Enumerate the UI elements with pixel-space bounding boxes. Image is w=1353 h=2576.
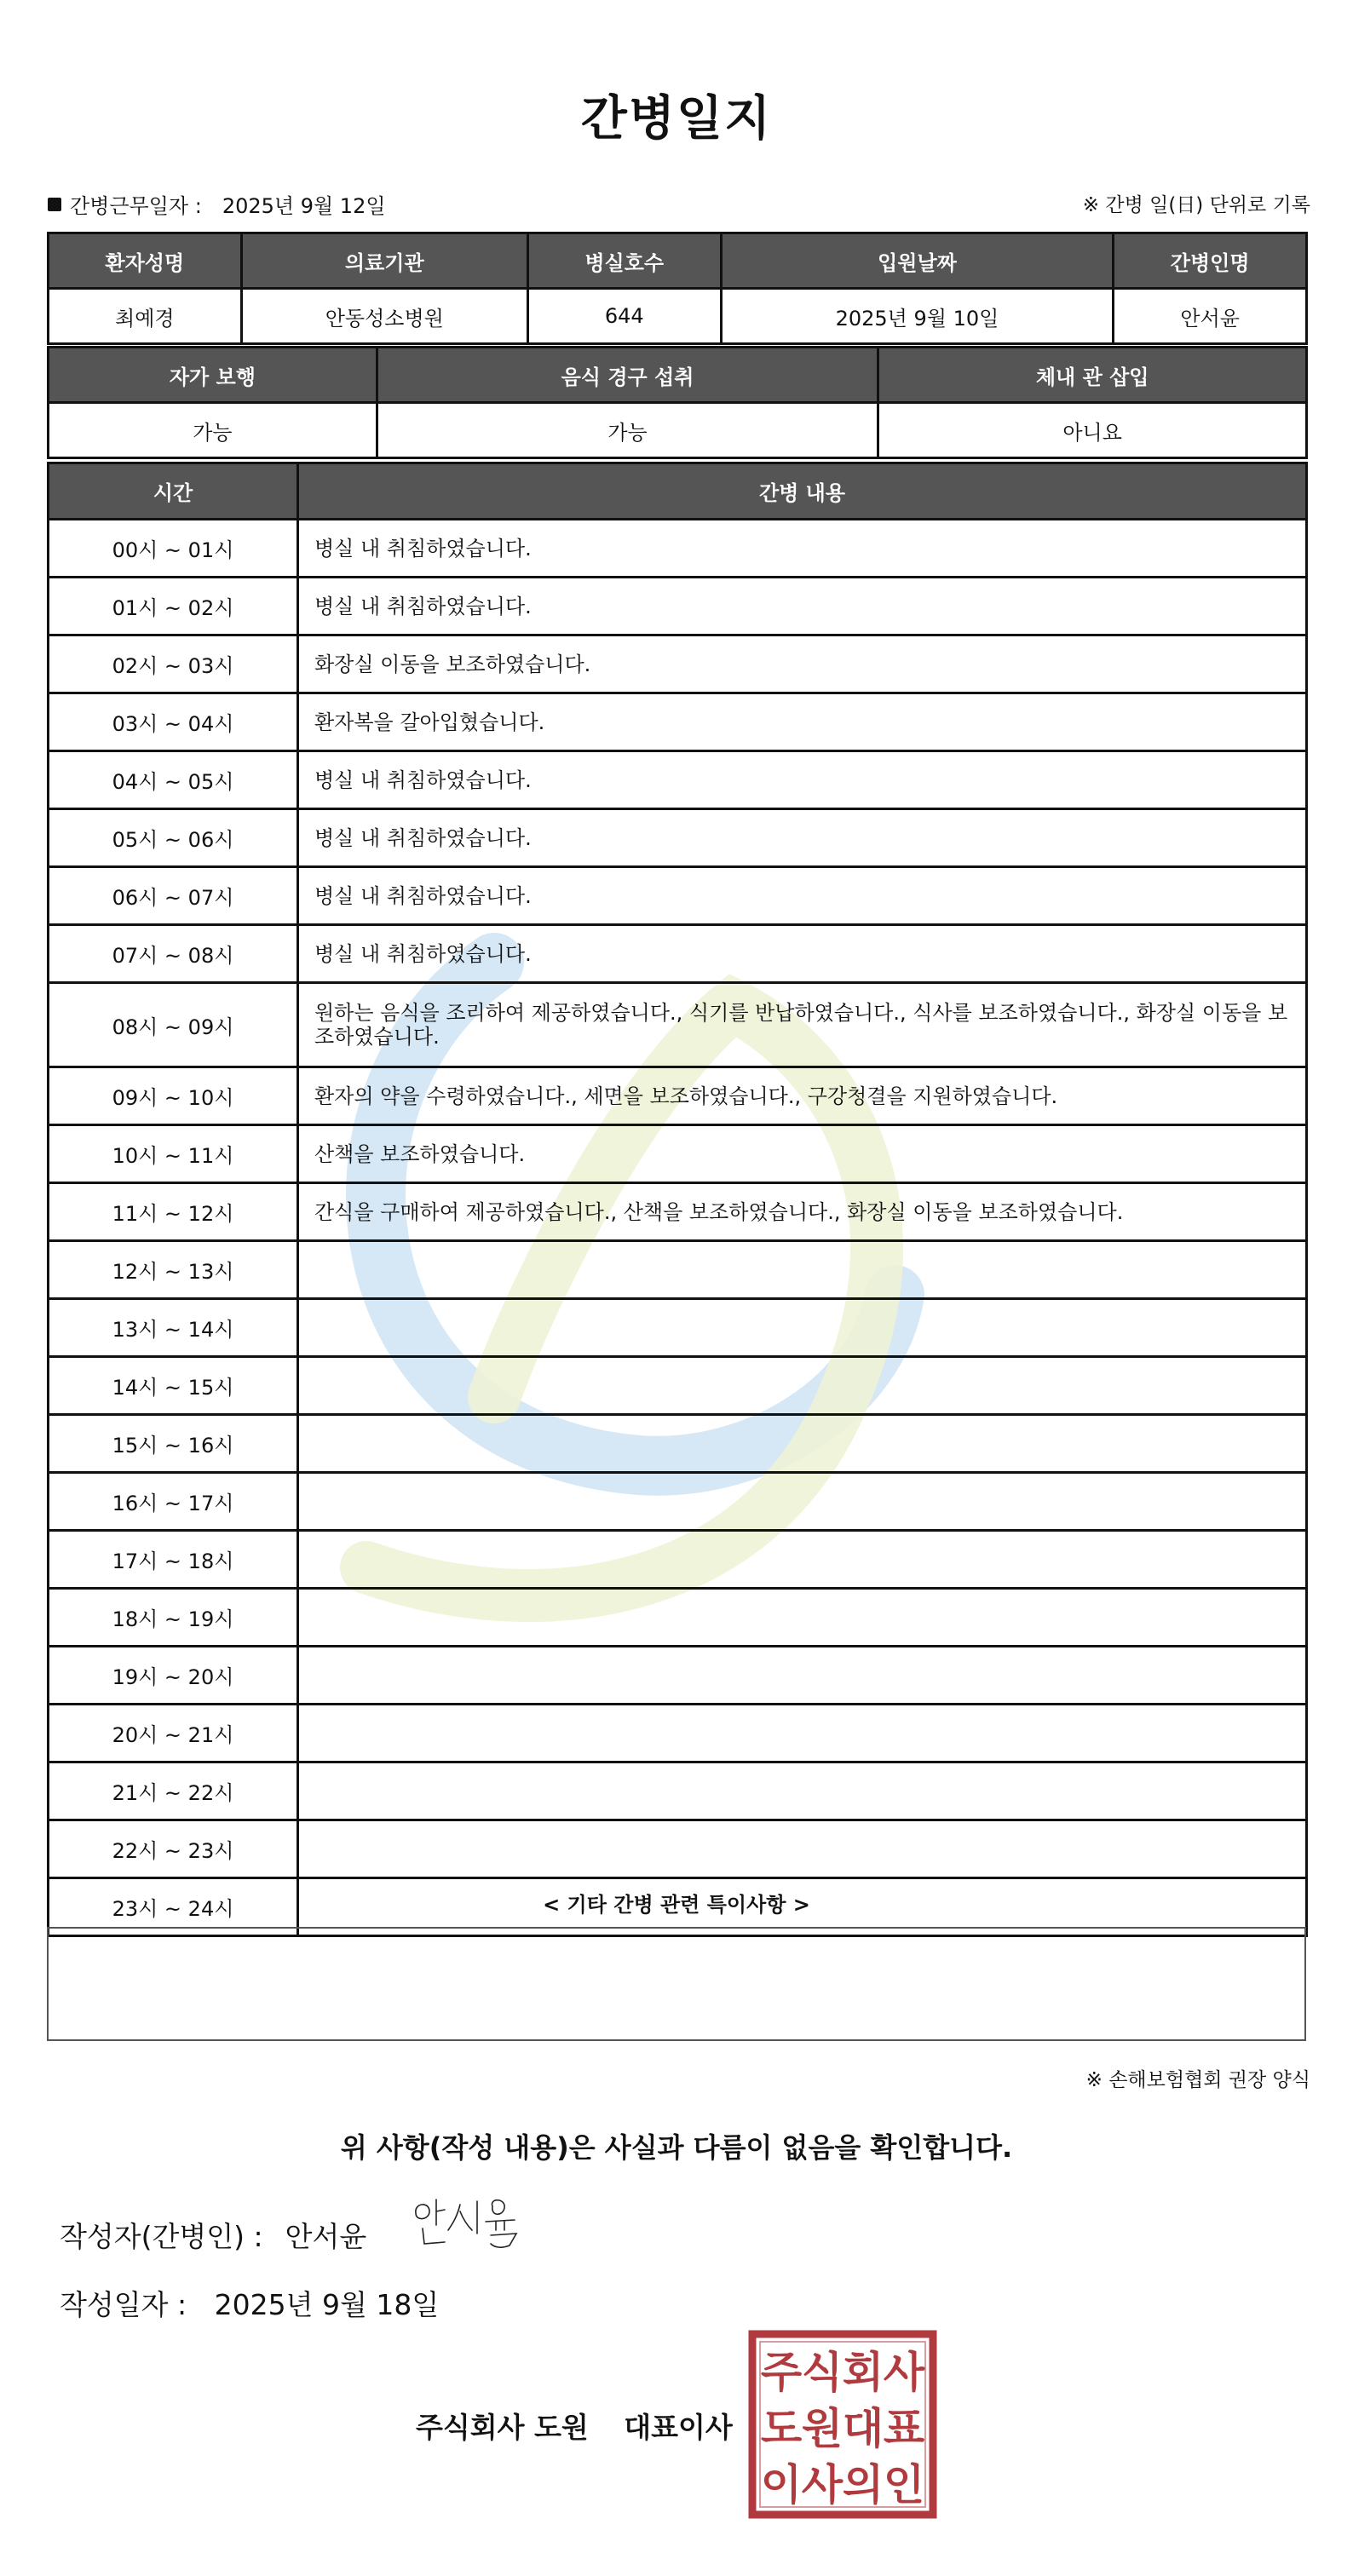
log-time: 22시 ~ 23시	[49, 1820, 298, 1878]
log-row	[49, 983, 1307, 1067]
confirmation-statement: 위 사항(작성 내용)은 사실과 다름이 없음을 확인합니다.	[340, 2131, 1013, 2164]
log-row	[49, 1241, 1307, 1299]
log-time: 09시 ~ 10시	[49, 1067, 298, 1125]
log-content	[298, 1589, 1307, 1647]
log-row	[49, 751, 1307, 809]
log-time: 03시 ~ 04시	[49, 693, 298, 751]
company-line	[416, 2406, 733, 2446]
special-notes-box	[47, 1927, 1306, 2041]
company-seal-stamp	[747, 2329, 938, 2520]
patient-name: 최예경	[49, 289, 242, 344]
svg-text:의: 의	[842, 2460, 884, 2510]
svg-text:사: 사	[801, 2460, 843, 2510]
log-time: 21시 ~ 22시	[49, 1762, 298, 1820]
log-row	[49, 809, 1307, 867]
log-time: 16시 ~ 17시	[49, 1473, 298, 1531]
log-content: 병실 내 취침하였습니다.	[298, 751, 1307, 809]
log-row	[49, 1820, 1307, 1878]
log-time: 11시 ~ 12시	[49, 1183, 298, 1241]
log-time: 23시 ~ 24시	[49, 1878, 298, 1936]
log-content	[298, 1299, 1307, 1357]
log-row	[49, 867, 1307, 925]
writer-line	[60, 2215, 366, 2255]
log-content: 병실 내 취침하였습니다.	[298, 520, 1307, 578]
log-time: 12시 ~ 13시	[49, 1241, 298, 1299]
special-notes-label: < 기타 간병 관련 특이사항 >	[543, 1893, 810, 1917]
content-header: 간병 내용	[298, 463, 1307, 520]
log-content	[298, 1647, 1307, 1705]
log-time: 17시 ~ 18시	[49, 1531, 298, 1589]
log-row	[49, 1183, 1307, 1241]
log-content: 환자복을 갈아입혔습니다.	[298, 693, 1307, 751]
log-row	[49, 925, 1307, 983]
log-row	[49, 1067, 1307, 1125]
status-header: 자가 보행	[49, 348, 377, 403]
company-name: 주식회사 도원	[416, 2411, 589, 2444]
log-time: 04시 ~ 05시	[49, 751, 298, 809]
log-content	[298, 1415, 1307, 1473]
log-time: 01시 ~ 02시	[49, 578, 298, 635]
log-content: 병실 내 취침하였습니다.	[298, 925, 1307, 983]
info-header: 의료기관	[241, 233, 527, 289]
association-note: ※ 손해보험협회 권장 양식	[1085, 2069, 1310, 2091]
written-date-label: 작성일자 :	[60, 2288, 187, 2321]
log-content	[298, 1241, 1307, 1299]
room-number: 644	[527, 289, 721, 344]
log-row	[49, 1647, 1307, 1705]
log-time: 14시 ~ 15시	[49, 1357, 298, 1415]
log-time: 05시 ~ 06시	[49, 809, 298, 867]
log-time: 07시 ~ 08시	[49, 925, 298, 983]
log-content: 환자의 약을 수령하였습니다., 세면을 보조하였습니다., 구강청결을 지원하였습니다.	[298, 1067, 1307, 1125]
log-content: 병실 내 취침하였습니다.	[298, 867, 1307, 925]
page-title: 간병일지	[580, 91, 773, 147]
log-content	[298, 1357, 1307, 1415]
log-time: 08시 ~ 09시	[49, 983, 298, 1067]
daily-record-note: ※ 간병 일(日) 단위로 기록	[1082, 194, 1310, 216]
log-row	[49, 693, 1307, 751]
writer-name: 안서윤	[285, 2220, 367, 2253]
svg-text:주: 주	[760, 2348, 803, 2397]
log-row	[49, 1299, 1307, 1357]
svg-text:원: 원	[801, 2404, 843, 2453]
log-content	[298, 1705, 1307, 1762]
log-row	[49, 1415, 1307, 1473]
hourly-log-table	[47, 462, 1308, 1937]
log-content: 병실 내 취침하였습니다.	[298, 578, 1307, 635]
log-row	[49, 1705, 1307, 1762]
self-walking-value: 가능	[49, 403, 377, 458]
svg-text:이: 이	[760, 2460, 803, 2510]
log-row	[49, 1531, 1307, 1589]
hospital-name: 안동성소병원	[241, 289, 527, 344]
log-row	[49, 1589, 1307, 1647]
patient-info-table	[47, 232, 1308, 345]
log-time: 19시 ~ 20시	[49, 1647, 298, 1705]
log-content	[298, 1762, 1307, 1820]
log-content	[298, 1531, 1307, 1589]
log-time: 15시 ~ 16시	[49, 1415, 298, 1473]
time-header: 시간	[49, 463, 298, 520]
info-header: 간병인명	[1114, 233, 1307, 289]
log-time: 20시 ~ 21시	[49, 1705, 298, 1762]
log-content: 병실 내 취침하였습니다.	[298, 809, 1307, 867]
info-header: 입원날짜	[721, 233, 1114, 289]
care-date-value: 2025년 9월 12일	[222, 194, 386, 218]
log-row	[49, 1357, 1307, 1415]
company-representative: 대표이사	[624, 2411, 733, 2444]
log-row	[49, 1125, 1307, 1183]
svg-text:회: 회	[842, 2348, 884, 2397]
written-date-value: 2025년 9월 18일	[214, 2288, 440, 2321]
log-row	[49, 578, 1307, 635]
svg-text:대: 대	[842, 2404, 884, 2453]
log-time: 13시 ~ 14시	[49, 1299, 298, 1357]
log-content: 원하는 음식을 조리하여 제공하였습니다., 식기를 반납하였습니다., 식사를 보조하였습니다., 화장실 이동을 보조하였습니다.	[298, 983, 1307, 1067]
log-content: 간식을 구매하여 제공하였습니다., 산책을 보조하였습니다., 화장실 이동을 보조하였습니다.	[298, 1183, 1307, 1241]
tube-insertion-value: 아니요	[878, 403, 1307, 458]
bullet-square-icon	[48, 198, 61, 211]
admission-date: 2025년 9월 10일	[721, 289, 1114, 344]
log-row	[49, 635, 1307, 693]
log-row	[49, 1473, 1307, 1531]
care-date-line	[48, 189, 386, 219]
writer-label: 작성자(간병인) :	[60, 2220, 263, 2253]
log-content: 산책을 보조하였습니다.	[298, 1125, 1307, 1183]
log-row	[49, 520, 1307, 578]
log-time: 02시 ~ 03시	[49, 635, 298, 693]
handwritten-signature	[407, 2194, 535, 2254]
written-date-line	[60, 2283, 439, 2323]
oral-intake-value: 가능	[377, 403, 878, 458]
log-row	[49, 1762, 1307, 1820]
log-content	[298, 1820, 1307, 1878]
svg-text:인: 인	[883, 2460, 925, 2510]
log-time: 10시 ~ 11시	[49, 1125, 298, 1183]
log-content	[298, 1473, 1307, 1531]
patient-status-table	[47, 346, 1308, 459]
info-header: 병실호수	[527, 233, 721, 289]
log-time: 00시 ~ 01시	[49, 520, 298, 578]
care-date-label: 간병근무일자 :	[70, 194, 202, 218]
svg-text:사: 사	[883, 2348, 925, 2397]
log-time: 06시 ~ 07시	[49, 867, 298, 925]
log-time: 18시 ~ 19시	[49, 1589, 298, 1647]
info-header: 환자성명	[49, 233, 242, 289]
log-content: 화장실 이동을 보조하였습니다.	[298, 635, 1307, 693]
caregiver-name: 안서윤	[1114, 289, 1307, 344]
status-header: 음식 경구 섭취	[377, 348, 878, 403]
status-header: 체내 관 삽입	[878, 348, 1307, 403]
svg-text:표: 표	[883, 2404, 925, 2453]
svg-text:식: 식	[801, 2348, 843, 2397]
svg-text:도: 도	[760, 2404, 803, 2453]
